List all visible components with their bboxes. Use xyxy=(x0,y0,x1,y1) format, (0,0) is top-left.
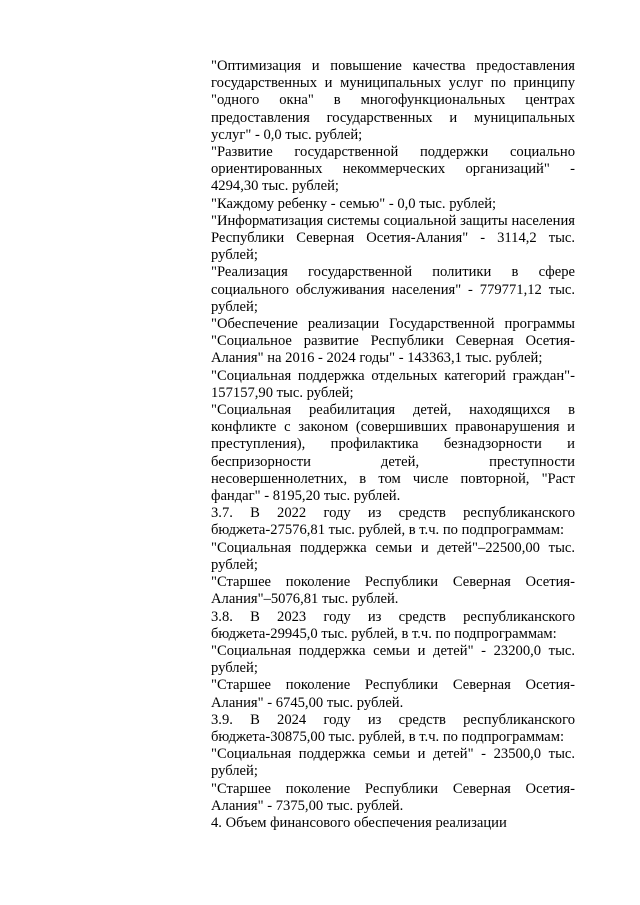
paragraph-2023-elderly: "Старшее поколение Республики Северная Осетия-Алания" - 6745,00 тыс. рублей. xyxy=(211,677,575,711)
paragraph-one-window: "Оптимизация и повышение качества предоставления государственных и муниципальных услуг по принципу "одного окна" в многофункциональных центрах предоставления государственных и муниципальных услуг" - 0,0 тыс. рублей; xyxy=(211,58,575,143)
paragraph-child-rehabilitation: "Социальная реабилитация детей, находящихся в конфликте с законом (совершивших правонарушения и преступления), профилактика безнадзорности и беспризорности детей, преступности несовершеннолетних, в том числе повторной, "Раст фандаг" - 8195,20 тыс. рублей. xyxy=(211,402,575,505)
paragraph-2022-family: "Социальная поддержка семьи и детей"–22500,00 тыс. рублей; xyxy=(211,539,575,573)
paragraph-section-4: 4. Объем финансового обеспечения реализации xyxy=(211,814,507,831)
paragraph-2023-family: "Социальная поддержка семьи и детей" - 23200,0 тыс. рублей; xyxy=(211,642,575,677)
paragraph-2024-family: "Социальная поддержка семьи и детей" - 23500,0 тыс. рублей; xyxy=(211,746,575,780)
paragraph-2023-budget: 3.8. В 2023 году из средств республиканского бюджета-29945,0 тыс. рублей, в т.ч. по подпрограммам: xyxy=(211,608,575,642)
paragraph-program-support: "Обеспечение реализации Государственной программы "Социальное развитие Республики Северная Осетия-Алания" на 2016 - 2024 годы" - 143363,1 тыс. рублей; xyxy=(211,316,575,367)
paragraph-2022-budget: 3.7. В 2022 году из средств республиканского бюджета-27576,81 тыс. рублей, в т.ч. по подпрограммам: xyxy=(211,505,575,539)
paragraph-2022-elderly: "Старшее поколение Республики Северная Осетия-Алания"–5076,81 тыс. рублей. xyxy=(211,574,575,608)
paragraph-family-for-child: "Каждому ребенку - семью" - 0,0 тыс. рублей; xyxy=(211,195,497,212)
paragraph-2024-elderly: "Старшее поколение Республики Северная Осетия-Алания" - 7375,00 тыс. рублей. xyxy=(211,780,575,814)
paragraph-informatization: "Информатизация системы социальной защиты населения Республики Северная Осетия-Алания" - 3114,2 тыс. рублей; xyxy=(211,212,575,264)
paragraph-2024-budget: 3.9. В 2024 году из средств республиканского бюджета-30875,00 тыс. рублей, в т.ч. по подпрограммам: xyxy=(211,711,575,745)
paragraph-categories-support: "Социальная поддержка отдельных категорий граждан"- 157157,90 тыс. рублей; xyxy=(211,367,575,401)
paragraph-social-service: "Реализация государственной политики в сфере социального обслуживания населения" - 779771,12 тыс. рублей; xyxy=(211,264,575,315)
paragraph-nko-support: "Развитие государственной поддержки социально ориентированных некоммерческих организаций" - 4294,30 тыс. рублей; xyxy=(211,144,575,195)
document-page xyxy=(211,58,575,832)
